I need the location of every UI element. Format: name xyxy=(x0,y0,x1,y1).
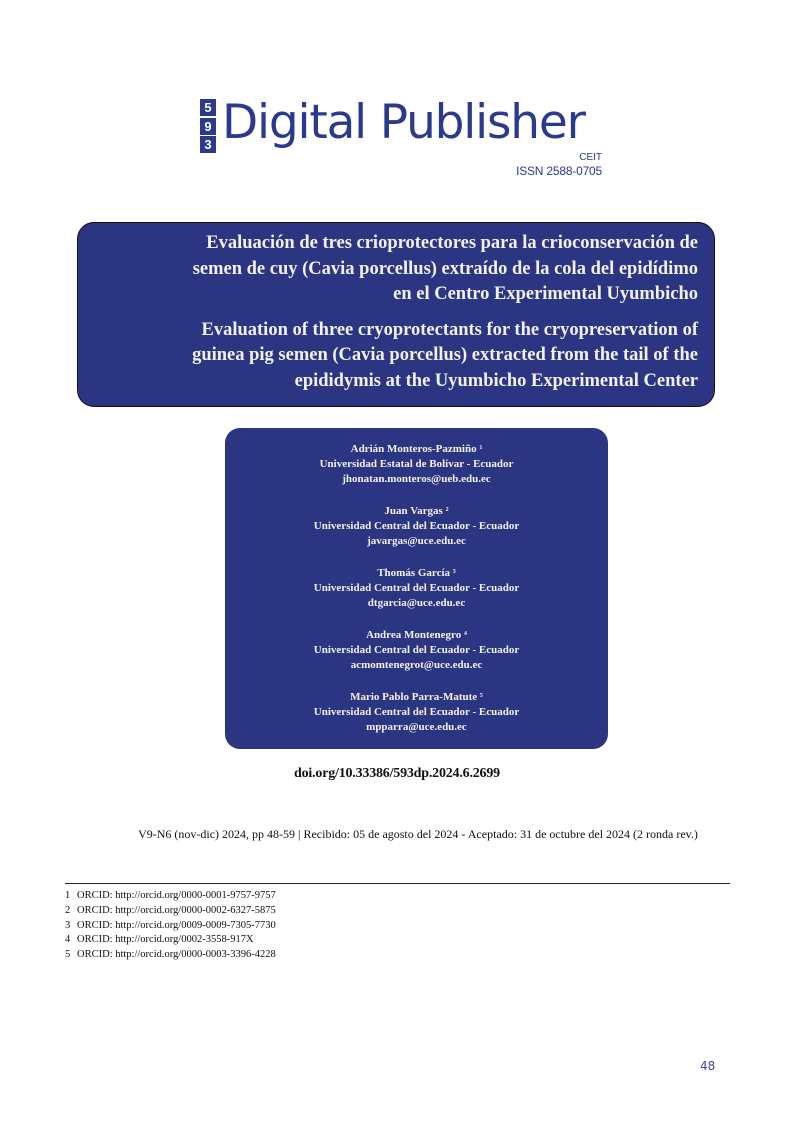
author-email[interactable]: dtgarcia@uce.edu.ec xyxy=(367,597,466,609)
footnote-number: 5 xyxy=(65,949,71,961)
author-entry xyxy=(225,628,608,690)
author-footnote-mark: 3 xyxy=(452,569,456,575)
footnote-number: 3 xyxy=(65,919,71,931)
footnote-number: 2 xyxy=(65,904,71,916)
title-line: Evaluación de tres crioprotectores para la crioconservación de xyxy=(206,233,698,253)
footnote-orcid[interactable]: ORCID: http://orcid.org/0002-3558-917X xyxy=(77,934,254,946)
footnote-orcid[interactable]: ORCID: http://orcid.org/0000-0001-9757-9757 xyxy=(77,890,276,901)
author-name: Juan Vargas $^2$ xyxy=(384,505,449,517)
title-line: semen de cuy (Cavia porcellus) extraído de la cola del epidídimo xyxy=(192,258,698,279)
footnote-item xyxy=(65,889,730,904)
logo-digit-stack xyxy=(200,99,216,155)
title-line: Evaluation of three cryoprotectants for the cryopreservation of xyxy=(201,319,698,340)
author-affiliation: Universidad Central del Ecuador - Ecuador xyxy=(313,582,520,594)
footnote-number: 4 xyxy=(65,934,71,946)
footnotes xyxy=(65,889,730,963)
page-number: 48 xyxy=(700,1059,716,1073)
publication-dates: V9-N6 (nov-dic) 2024, pp 48-59 | Recibido: 05 de agosto del 2024 - Aceptado: 31 de octubre del 2024 (2 ronda rev.) xyxy=(138,827,698,841)
author-affiliation: Universidad Central del Ecuador - Ecuador xyxy=(313,706,520,718)
author-affiliation: Universidad Central del Ecuador - Ecuador xyxy=(313,520,520,532)
logo-digit: 9 xyxy=(200,118,216,135)
footnote-number: 1 xyxy=(65,890,71,901)
title-english xyxy=(98,318,698,395)
footnote-item xyxy=(65,933,730,948)
author-entry xyxy=(225,442,608,504)
author-email[interactable]: javargas@uce.edu.ec xyxy=(367,535,466,547)
logo-title: Digital Publisher xyxy=(222,95,585,150)
author-affiliation: Universidad Estatal de Bolívar - Ecuador xyxy=(319,458,514,470)
authors-box xyxy=(225,428,608,749)
title-spanish xyxy=(98,231,698,308)
footnote-orcid[interactable]: ORCID: http://orcid.org/0009-0009-7305-7730 xyxy=(77,919,276,931)
author-entry xyxy=(225,690,608,752)
author-footnote-mark: 2 xyxy=(445,507,449,513)
journal-logo xyxy=(200,92,620,182)
author-entry xyxy=(225,566,608,628)
author-footnote-mark: 5 xyxy=(479,693,483,699)
title-line: epididymis at the Uyumbicho Experimental Center xyxy=(294,370,698,391)
author-footnote-mark: 4 xyxy=(463,631,467,637)
author-name: Mario Pablo Parra-Matute $^5$ xyxy=(350,691,483,703)
logo-subtitle: CEIT xyxy=(579,152,602,163)
author-email[interactable]: mpparra@uce.edu.ec xyxy=(366,721,467,733)
logo-digit: 3 xyxy=(200,136,216,153)
author-name: Thomás García $^3$ xyxy=(377,567,456,579)
author-email[interactable]: acmomtenegrot@uce.edu.ec xyxy=(350,659,483,671)
article-title-box xyxy=(77,222,715,407)
author-name: Andrea Montenegro $^4$ xyxy=(366,629,467,641)
author-email[interactable]: jhonatan.monteros@ueb.edu.ec xyxy=(342,473,491,485)
author-name: Adrián Monteros-Pazmiño $^1$ xyxy=(350,443,483,455)
footnote-divider xyxy=(65,883,730,884)
footnote-item xyxy=(65,904,730,919)
author-entry xyxy=(225,504,608,566)
footnote-orcid[interactable]: ORCID: http://orcid.org/0000-0003-3396-4228 xyxy=(77,949,276,961)
doi-link[interactable]: doi.org/10.33386/593dp.2024.6.2699 xyxy=(294,766,500,781)
author-footnote-mark: 1 xyxy=(479,445,483,451)
issn-label: ISSN 2588-0705 xyxy=(516,164,602,178)
logo-digit: 5 xyxy=(200,99,216,116)
title-line: en el Centro Experimental Uyumbicho xyxy=(393,284,698,304)
footnote-orcid[interactable]: ORCID: http://orcid.org/0000-0002-6327-5875 xyxy=(77,904,276,916)
footnote-item xyxy=(65,919,730,934)
title-line: guinea pig semen (Cavia porcellus) extracted from the tail of the xyxy=(192,345,698,365)
author-affiliation: Universidad Central del Ecuador - Ecuador xyxy=(313,644,520,656)
footnote-item xyxy=(65,948,730,963)
